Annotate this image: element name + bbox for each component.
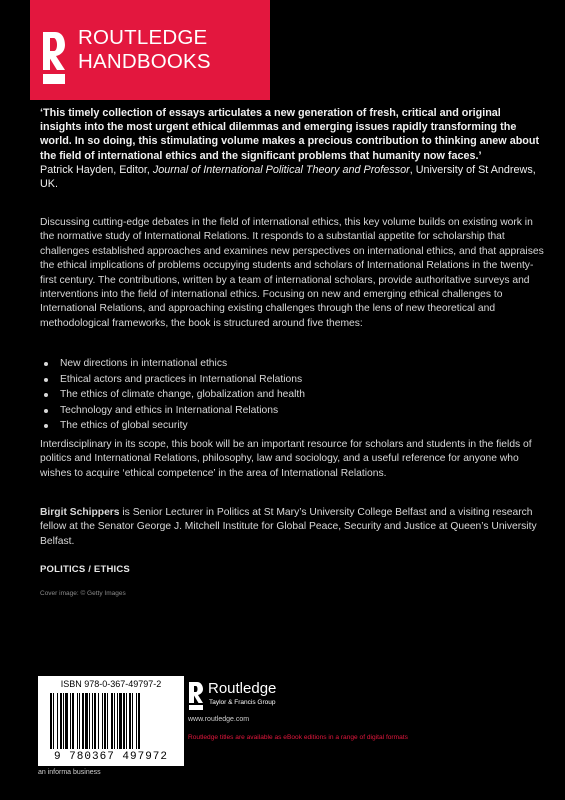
editor-name: Birgit Schippers [40, 507, 120, 518]
subject-category: POLITICS / ETHICS [40, 564, 130, 575]
ebook-note: Routledge titles are available as eBook editions in a range of digital formats [188, 734, 408, 741]
quote-text: ‘This timely collection of essays articulates a new generation of fresh, critical and original insights into the most urgent ethical dilemmas and emerging issues rapidly transforming the world. In so doing, this stimulating volume makes a precious contribution to thinking anew about the field of international ethics and the significant problems that humanity now faces.’ [40, 107, 540, 162]
barcode-panel [38, 676, 184, 766]
theme-item: Technology and ethics in International Relations [40, 403, 520, 419]
publisher-name: Routledge [208, 680, 277, 697]
theme-item: New directions in international ethics [40, 356, 520, 372]
informa-label: an informa business [38, 769, 101, 776]
routledge-logo-icon [40, 28, 68, 88]
isbn-label: ISBN 978-0-367-49797-2 [60, 679, 162, 689]
description-paragraph: Discussing cutting-edge debates in the field of international ethics, this key volume builds on existing work in the normative study of International Relations. It responds to a substantial appetite for scholarship that challenges established approaches and examines new perspectives on international ethics, and that appraises the ethical implications of problems occupying students and scholars of International Relations in the twenty-first century. The contributions, written by a team of international scholars, provide authoritative surveys and interventions into the field of international ethics. Focusing on new and emerging ethical challenges to International Relations, and approaching existing challenges through the lens of new theoretical and methodological frameworks, the book is structured around five themes: [40, 217, 544, 329]
attribution-journal: Journal of International Political Theory and Professor [152, 163, 410, 176]
series-title-line2: HANDBOOKS [78, 50, 211, 73]
editor-bio-text: is Senior Lecturer in Politics at St Mary’s University College Belfast and a visiting research fellow at the Senator George J. Mitchell Institute for Global Peace, Security and Justice at Queen’s University Belfast. [40, 507, 537, 547]
editor-bio [40, 506, 545, 549]
attribution-name: Patrick Hayden, Editor, [40, 163, 153, 176]
endorsement-quote [40, 106, 545, 191]
publisher-logo-icon [188, 680, 204, 712]
theme-item: Ethical actors and practices in International Relations [40, 372, 520, 388]
series-title [78, 26, 211, 74]
publisher-url[interactable]: www.routledge.com [188, 716, 250, 723]
barcode-icon [50, 693, 172, 749]
theme-item: The ethics of global security [40, 418, 520, 434]
series-banner [30, 0, 270, 100]
cover-credit: Cover image: © Getty Images [40, 590, 126, 597]
series-title-line1: ROUTLEDGE [78, 26, 208, 49]
attribution-rest: , University of St Andrews, UK. [40, 163, 536, 191]
quote-attribution [40, 163, 545, 191]
themes-list [40, 356, 520, 434]
publisher-subtitle: Taylor & Francis Group [209, 699, 276, 706]
scope-paragraph: Interdisciplinary in its scope, this book will be an important resource for scholars and students in the fields of politics and International Relations, philosophy, law and sociology, and a useful reference for anyone who wishes to acquire ‘ethical competence’ in the area of International Relations. [40, 439, 532, 479]
barcode-number: 9 780367 497972 [53, 751, 169, 763]
theme-item: The ethics of climate change, globalization and health [40, 387, 520, 403]
